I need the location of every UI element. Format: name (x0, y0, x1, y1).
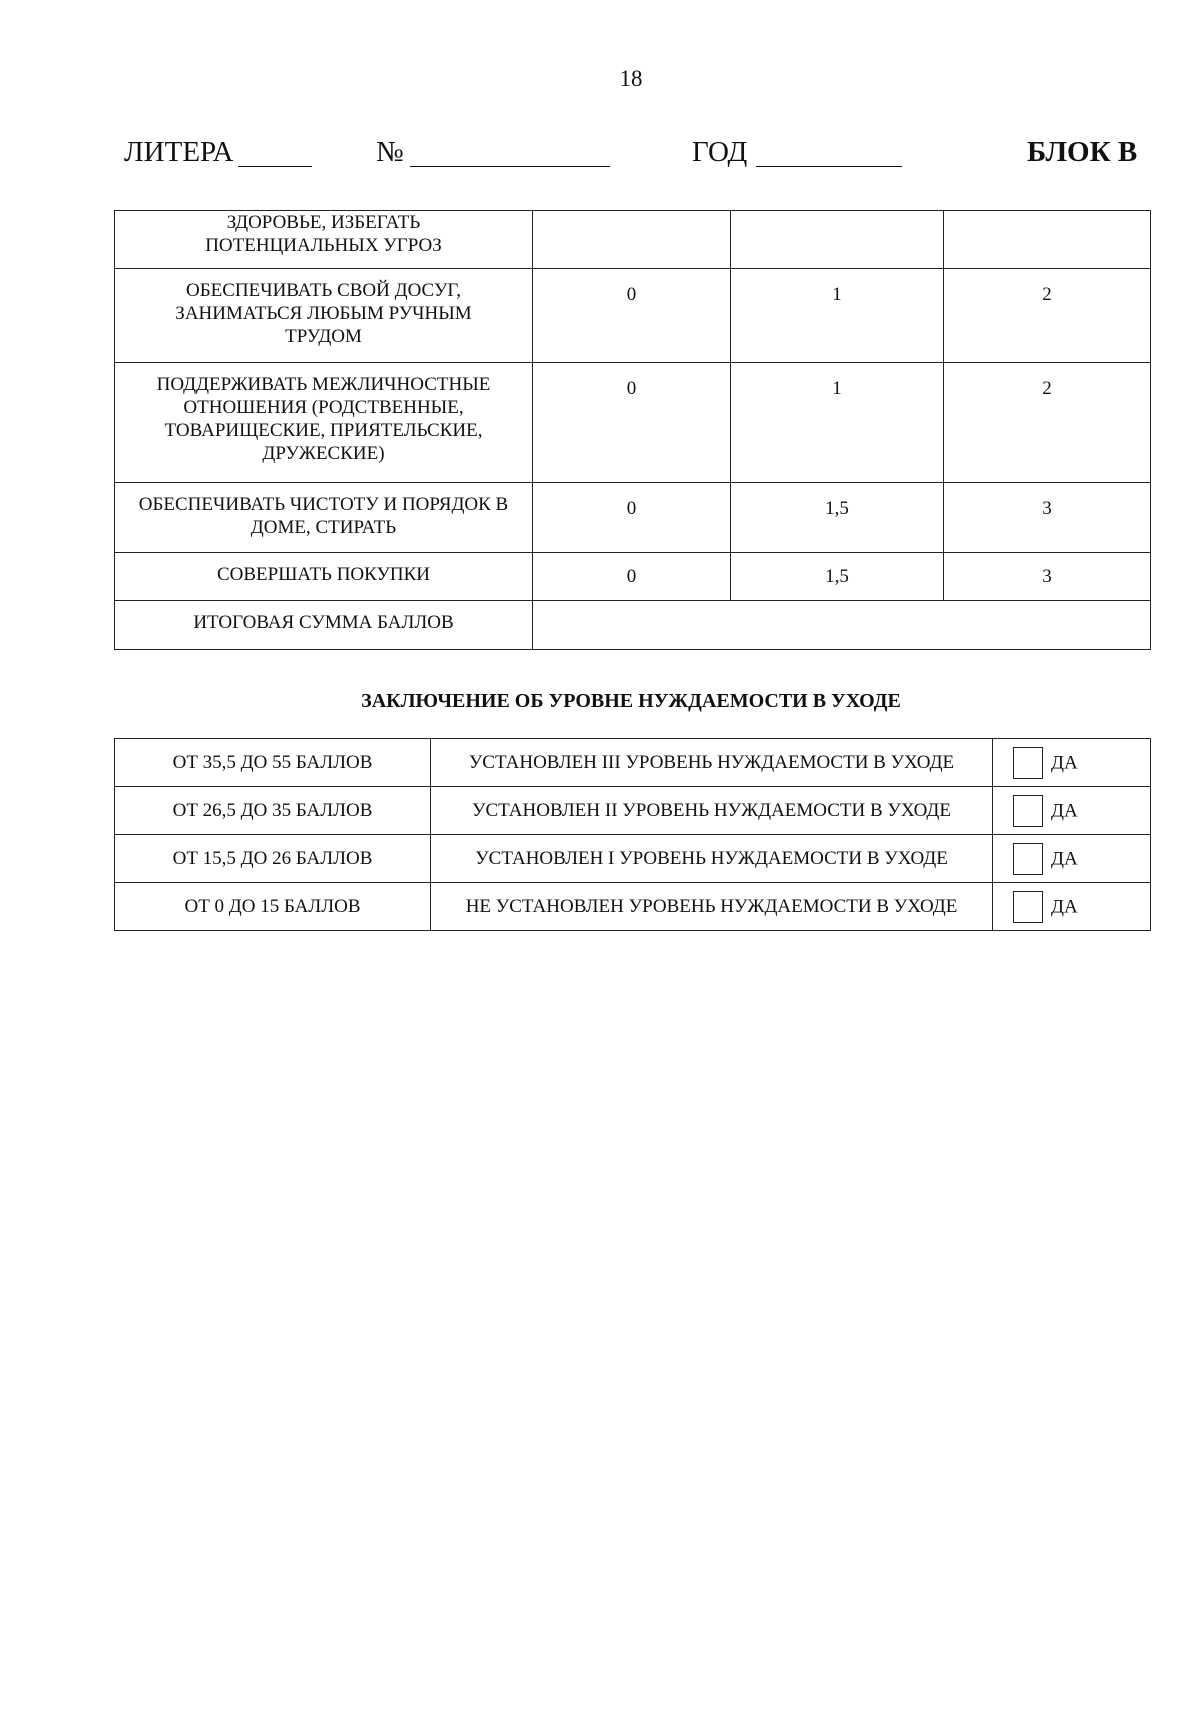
score-cell: 3 (944, 483, 1151, 553)
yes-checkbox[interactable] (1013, 843, 1043, 875)
level-range: ОТ 15,5 ДО 26 БАЛЛОВ (115, 835, 431, 883)
score-cell: 1,5 (731, 483, 944, 553)
score-cell: 1,5 (731, 553, 944, 601)
activity-label: ПОДДЕРЖИВАТЬ МЕЖЛИЧНОСТНЫЕ ОТНОШЕНИЯ (РОДСТВЕННЫЕ, ТОВАРИЩЕСКИЕ, ПРИЯТЕЛЬСКИЕ, ДРУЖЕСКИЕ) (115, 363, 533, 483)
table-row (115, 211, 1151, 269)
table-row (115, 269, 1151, 363)
yes-checkbox[interactable] (1013, 747, 1043, 779)
level-row (115, 835, 1151, 883)
block-label: БЛОК В (1027, 136, 1138, 168)
year-field[interactable] (756, 166, 902, 167)
level-result: УСТАНОВЛЕН I УРОВЕНЬ НУЖДАЕМОСТИ В УХОДЕ (431, 835, 993, 883)
level-answer (993, 787, 1151, 835)
total-value-field[interactable] (533, 601, 1151, 650)
activity-label: ОБЕСПЕЧИВАТЬ ЧИСТОТУ И ПОРЯДОК В ДОМЕ, СТИРАТЬ (115, 483, 533, 553)
yes-label: ДА (1051, 752, 1078, 773)
page-number: 18 (619, 66, 643, 91)
levels-table (114, 738, 1151, 931)
yes-label: ДА (1051, 896, 1078, 917)
level-result: УСТАНОВЛЕН II УРОВЕНЬ НУЖДАЕМОСТИ В УХОДЕ (431, 787, 993, 835)
activity-label: ЗДОРОВЬЕ, ИЗБЕГАТЬ ПОТЕНЦИАЛЬНЫХ УГРОЗ (115, 211, 533, 269)
number-label: № (376, 136, 404, 168)
level-answer (993, 835, 1151, 883)
level-row (115, 787, 1151, 835)
level-row (115, 739, 1151, 787)
score-cell (944, 211, 1151, 269)
activity-label: ОБЕСПЕЧИВАТЬ СВОЙ ДОСУГ, ЗАНИМАТЬСЯ ЛЮБЫМ РУЧНЫМ ТРУДОМ (115, 269, 533, 363)
number-field[interactable] (410, 166, 610, 167)
level-range: ОТ 35,5 ДО 55 БАЛЛОВ (115, 739, 431, 787)
activity-label: СОВЕРШАТЬ ПОКУПКИ (115, 553, 533, 601)
table-row (115, 553, 1151, 601)
score-cell (533, 211, 731, 269)
level-answer (993, 883, 1151, 931)
level-answer (993, 739, 1151, 787)
year-label: ГОД (692, 136, 748, 168)
activities-table (114, 210, 1151, 650)
litera-label: ЛИТЕРА (124, 136, 234, 168)
level-range: ОТ 26,5 ДО 35 БАЛЛОВ (115, 787, 431, 835)
score-cell (731, 211, 944, 269)
table-row (115, 483, 1151, 553)
score-cell: 2 (944, 269, 1151, 363)
score-cell: 2 (944, 363, 1151, 483)
table-row (115, 363, 1151, 483)
yes-label: ДА (1051, 800, 1078, 821)
score-cell: 0 (533, 269, 731, 363)
score-cell: 3 (944, 553, 1151, 601)
total-row (115, 601, 1151, 650)
yes-checkbox[interactable] (1013, 795, 1043, 827)
score-cell: 1 (731, 363, 944, 483)
total-label: ИТОГОВАЯ СУММА БАЛЛОВ (115, 601, 533, 650)
conclusion-title: ЗАКЛЮЧЕНИЕ ОБ УРОВНЕ НУЖДАЕМОСТИ В УХОДЕ (361, 690, 901, 712)
score-cell: 0 (533, 553, 731, 601)
yes-checkbox[interactable] (1013, 891, 1043, 923)
level-result: НЕ УСТАНОВЛЕН УРОВЕНЬ НУЖДАЕМОСТИ В УХОДЕ (431, 883, 993, 931)
score-cell: 0 (533, 483, 731, 553)
score-cell: 1 (731, 269, 944, 363)
level-result: УСТАНОВЛЕН III УРОВЕНЬ НУЖДАЕМОСТИ В УХОДЕ (431, 739, 993, 787)
level-range: ОТ 0 ДО 15 БАЛЛОВ (115, 883, 431, 931)
litera-field[interactable] (238, 166, 312, 167)
form-header (0, 136, 1200, 176)
yes-label: ДА (1051, 848, 1078, 869)
level-row (115, 883, 1151, 931)
score-cell: 0 (533, 363, 731, 483)
